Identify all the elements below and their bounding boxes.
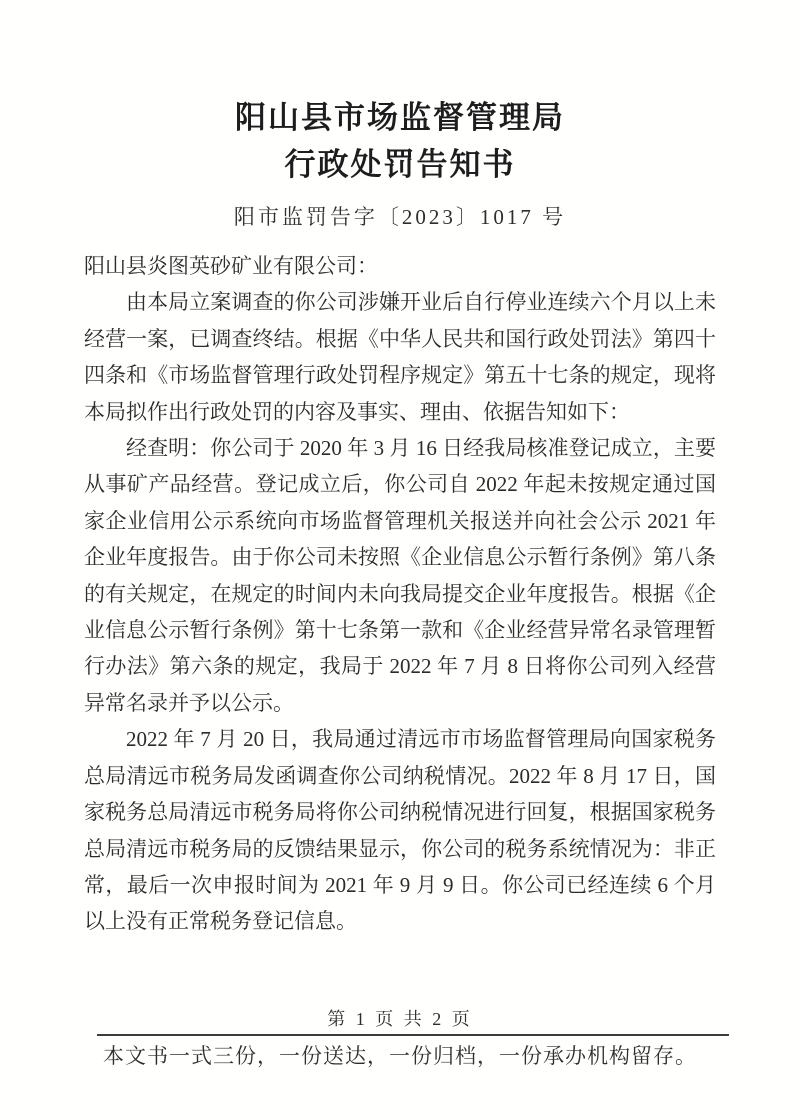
document-title-line1: 阳山县市场监督管理局 xyxy=(235,100,565,136)
document-body xyxy=(84,248,716,940)
paragraph-3: 2022 年 7 月 20 日，我局通过清远市市场监督管理局向国家税务总局清远市税务局发函调查你公司纳税情况。2022 年 8 月 17 日，国家税务总局清远市税务局将你公司纳税情况进行回复，根据国家税务总局清远市税务局的反馈结果显示，你公司的税务系统情况为：非正常，最后一次申报时间为 2021 年 9 月 9 日。你公司已经连续 6 个月以上没有正常税务登记信息。 xyxy=(84,727,716,934)
paragraph-1: 由本局立案调查的你公司涉嫌开业后自行停业连续六个月以上未经营一案，已调查终结。根据《中华人民共和国行政处罚法》第四十四条和《市场监督管理行政处罚程序规定》第五十七条的规定，现将本局拟作出行政处罚的内容及事实、理由、依据告知如下： xyxy=(84,290,716,424)
salutation: 阳山县炎图英砂矿业有限公司： xyxy=(84,254,378,278)
footer-divider xyxy=(97,1034,729,1036)
document-title-line2: 行政处罚告知书 xyxy=(284,147,516,183)
page-indicator: 第 1 页 共 2 页 xyxy=(327,1009,473,1029)
footer-note: 本文书一式三份，一份送达，一份归档，一份承办机构留存。 xyxy=(103,1044,697,1068)
document-title xyxy=(0,95,800,189)
paragraph-2: 经查明：你公司于 2020 年 3 月 16 日经我局核准登记成立，主要从事矿产品经营。登记成立后，你公司自 2022 年起未按规定通过国家企业信用公示系统向市场监督管理机关报送并向社会公示 2021 年企业年度报告。由于你公司未按照《企业信息公示暂行条例》第八条的有关规定，在规定的时间内未向我局提交企业年度报告。根据《企业信息公示暂行条例》第十七条第一款和《企业经营异常名录管理暂行办法》第六条的规定，我局于 2022 年 7 月 8 日将你公司列入经营异常名录并予以公示。 xyxy=(84,436,716,715)
document-header xyxy=(0,0,800,231)
document-number: 阳市监罚告字〔2023〕1017 号 xyxy=(233,205,567,229)
